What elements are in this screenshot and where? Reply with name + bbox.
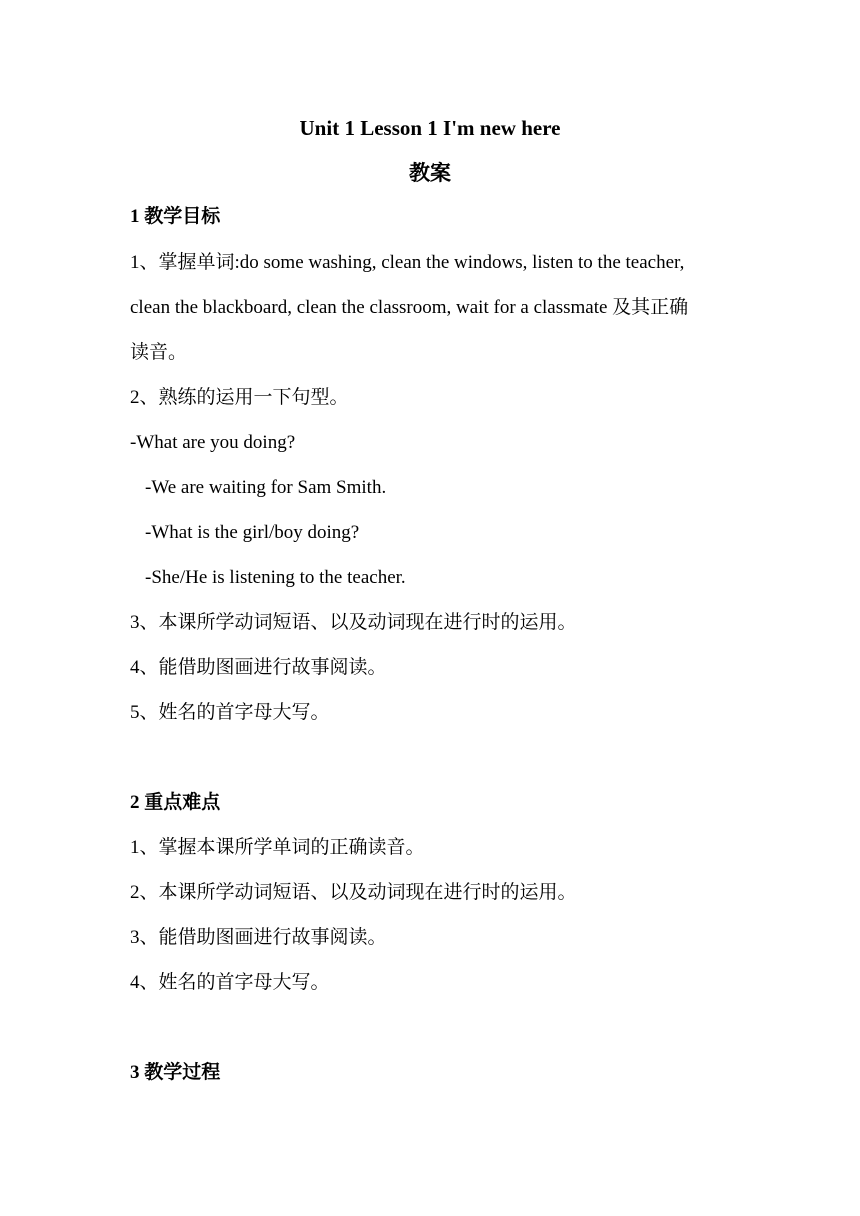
paragraph-line: 4、能借助图画进行故事阅读。 xyxy=(130,657,387,678)
paragraph-line: 1、掌握单词:do some washing, clean the windows, listen to the teacher, xyxy=(130,252,685,273)
paragraph-line: 5、姓名的首字母大写。 xyxy=(130,702,330,723)
section-heading-key-points: 2 重点难点 xyxy=(130,792,221,813)
paragraph-line: -We are waiting for Sam Smith. xyxy=(145,477,387,498)
paragraph-line: -What are you doing? xyxy=(130,432,296,453)
section-heading-objectives: 1 教学目标 xyxy=(130,206,221,227)
paragraph-line: 3、本课所学动词短语、以及动词现在进行时的运用。 xyxy=(130,612,577,633)
paragraph-line: clean the blackboard, clean the classroom, wait for a classmate 及其正确 xyxy=(130,297,689,318)
paragraph-line: 3、能借助图画进行故事阅读。 xyxy=(130,927,387,948)
paragraph-line: -She/He is listening to the teacher. xyxy=(145,567,406,588)
paragraph-line: 读音。 xyxy=(130,342,188,363)
paragraph-line: -What is the girl/boy doing? xyxy=(145,522,360,543)
paragraph-line: 2、熟练的运用一下句型。 xyxy=(130,387,349,408)
document-title: Unit 1 Lesson 1 I'm new here xyxy=(299,116,561,140)
document-subtitle: 教案 xyxy=(409,161,451,185)
paragraph-line: 1、掌握本课所学单词的正确读音。 xyxy=(130,837,425,858)
paragraph-line: 4、姓名的首字母大写。 xyxy=(130,972,330,993)
section-heading-process: 3 教学过程 xyxy=(130,1062,221,1083)
paragraph-line: 2、本课所学动词短语、以及动词现在进行时的运用。 xyxy=(130,882,577,903)
